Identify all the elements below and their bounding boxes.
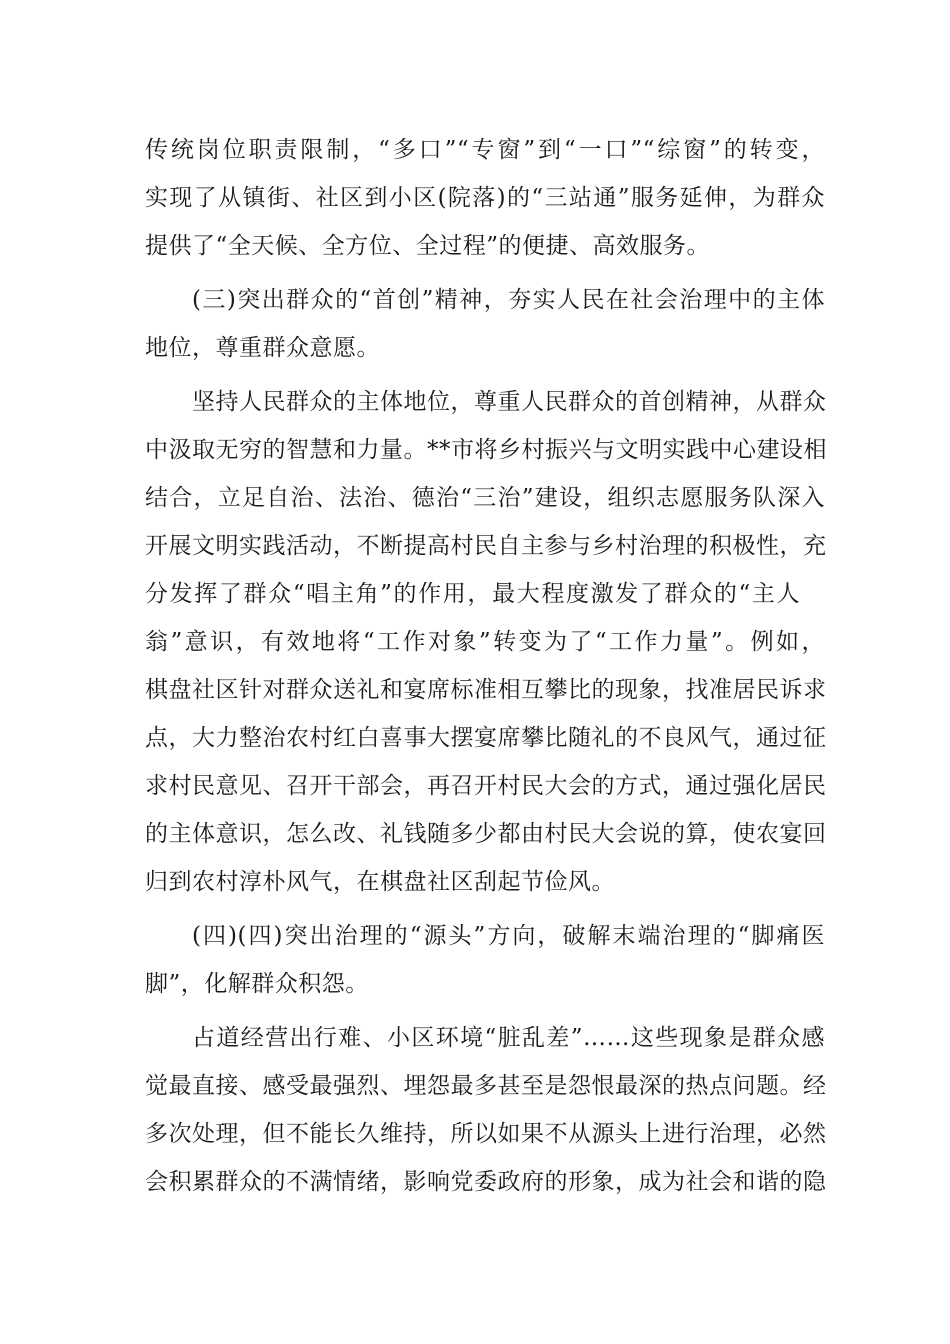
- text-line: 实现了从镇街、社区到小区(院落)的“三站通”服务延伸，为群众: [145, 185, 825, 211]
- text-line: 归到农村淳朴风气，在棋盘社区刮起节俭风。: [145, 869, 615, 895]
- text-line: 提供了“全天候、全方位、全过程”的便捷、高效服务。: [145, 233, 711, 259]
- section-heading-line: (三)突出群众的“首创”精神，夯实人民在社会治理中的主体: [192, 287, 825, 313]
- text-line: 中汲取无穷的智慧和力量。**市将乡村振兴与文明实践中心建设相: [145, 437, 827, 463]
- text-line: 多次处理，但不能长久维持，所以如果不从源头上进行治理，必然: [145, 1121, 827, 1147]
- text-line: 觉最直接、感受最强烈、埋怨最多甚至是怨恨最深的热点问题。经: [145, 1073, 827, 1099]
- text-line: 分发挥了群众“唱主角”的作用，最大程度激发了群众的“主人: [145, 581, 800, 607]
- text-line: 开展文明实践活动，不断提高村民自主参与乡村治理的积极性，充: [145, 533, 827, 559]
- section-heading-line: 脚”，化解群众积怨。: [145, 971, 369, 997]
- text-line: 传统岗位职责限制，“多口”“专窗”到“一口”“综窗”的转变，: [145, 137, 825, 163]
- text-line: 占道经营出行难、小区环境“脏乱差”……这些现象是群众感: [192, 1025, 825, 1051]
- section-heading-line: 地位，尊重群众意愿。: [145, 335, 380, 361]
- text-line: 求村民意见、召开干部会，再召开村民大会的方式，通过强化居民: [145, 773, 827, 799]
- text-line: 点，大力整治农村红白喜事大摆宴席攀比随礼的不良风气，通过征: [145, 725, 827, 751]
- text-line: 的主体意识，怎么改、礼钱随多少都由村民大会说的算，使农宴回: [145, 821, 827, 847]
- text-line: 结合，立足自治、法治、德治“三治”建设，组织志愿服务队深入: [145, 485, 825, 511]
- section-heading-line: (四)(四)突出治理的“源头”方向，破解末端治理的“脚痛医: [192, 923, 825, 949]
- text-line: 翁”意识，有效地将“工作对象”转变为了“工作力量”。例如，: [145, 629, 825, 655]
- text-line: 坚持人民群众的主体地位，尊重人民群众的首创精神，从群众: [192, 389, 827, 415]
- text-line: 会积累群众的不满情绪，影响党委政府的形象，成为社会和谐的隐: [145, 1169, 827, 1195]
- text-line: 棋盘社区针对群众送礼和宴席标准相互攀比的现象，找准居民诉求: [145, 677, 827, 703]
